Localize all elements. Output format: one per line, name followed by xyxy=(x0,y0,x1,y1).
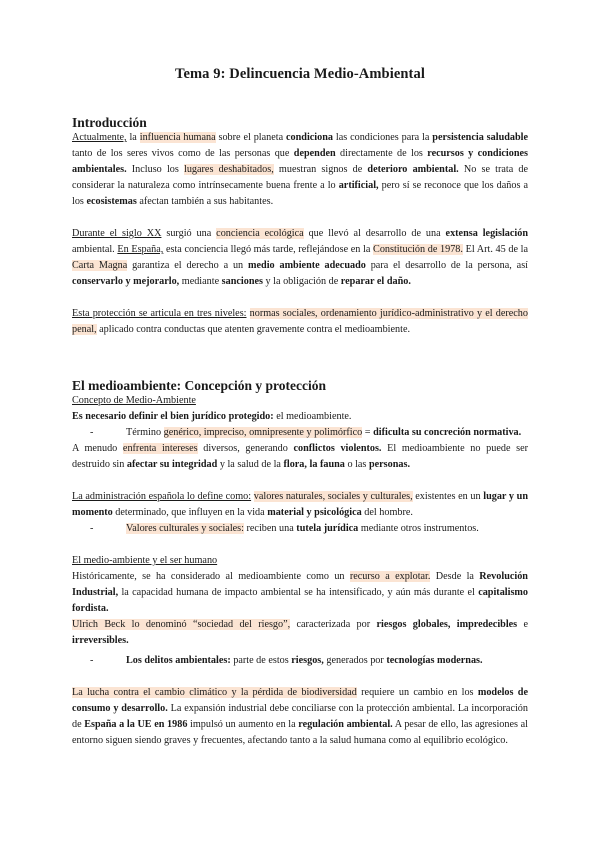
text-run: mediante otros instrumentos. xyxy=(358,523,479,534)
text-run: y la salud de la xyxy=(217,459,284,470)
text-run: La expansión industrial debe conciliarse con la protección ambiental. La incorporación de xyxy=(72,703,528,730)
text-run: deterioro ambiental. xyxy=(367,164,459,175)
text-run: Valores culturales y sociales: xyxy=(126,523,244,534)
text-run: tutela jurídica xyxy=(296,523,359,534)
text-run: surgió una xyxy=(161,228,217,239)
text-run: extensa legislación xyxy=(445,228,528,239)
heading-medioambiente: El medioambiente: Concepción y protección xyxy=(72,378,326,393)
text-run: determinado, que influyen en la vida xyxy=(112,507,268,518)
text-run: la capacidad humana de impacto ambiental se ha intensificado, y aún más durante el xyxy=(118,587,479,598)
text-run: ecosistemas xyxy=(86,196,137,207)
text-run: aplicado contra conductas que atenten gravemente contra el medioambiente. xyxy=(96,324,411,335)
list-dash: - xyxy=(90,523,94,534)
text-run: reparar el daño. xyxy=(340,276,411,287)
text-run: lugares deshabitados, xyxy=(184,164,274,175)
text-run: que llevó al desarrollo de una xyxy=(303,228,446,239)
text-run: medio ambiente adecuado xyxy=(248,260,366,271)
text-run: riesgos, xyxy=(291,655,324,666)
subheading-ser-humano: El medio-ambiente y el ser humano xyxy=(72,555,218,566)
text-run: Es necesario definir el bien jurídico protegido: xyxy=(72,411,274,422)
list-dash: - xyxy=(90,427,94,438)
text-run: la xyxy=(126,132,140,143)
text-run: personas. xyxy=(368,459,410,470)
text-run: El Art. 45 de la xyxy=(462,244,528,255)
text-run: impulsó un aumento en la xyxy=(187,719,299,730)
text-run: = xyxy=(362,427,374,438)
text-run: o las xyxy=(344,459,369,470)
text-run: persistencia saludable xyxy=(432,132,529,143)
text-run: sobre el planeta xyxy=(215,132,286,143)
intro-paragraph-1 xyxy=(72,130,528,210)
text-run: existentes en un xyxy=(412,491,484,502)
text-run: Término xyxy=(126,427,164,438)
text-run: enfrenta intereses xyxy=(122,443,198,454)
text-run: e xyxy=(517,619,529,630)
text-run: normas sociales, ordenamiento jurídico-administrativo y el derecho penal, xyxy=(72,308,528,335)
text-run: condiciona xyxy=(286,132,333,143)
section-ser-humano xyxy=(72,553,528,749)
text-run: el medioambiente. xyxy=(273,411,352,422)
ser-humano-paragraph-2 xyxy=(72,617,528,649)
text-run: Incluso los xyxy=(126,164,184,175)
text-run: flora, la fauna xyxy=(283,459,345,470)
text-run: La lucha contra el cambio climático y la pérdida de biodiversidad xyxy=(72,687,357,698)
text-run: muestran signos de xyxy=(273,164,368,175)
text-run: reciben una xyxy=(243,523,297,534)
text-run: material y psicológica xyxy=(267,507,362,518)
text-run: requiere un cambio en los xyxy=(356,687,478,698)
text-run: recursos y condiciones ambientales. xyxy=(72,148,529,175)
text-run: conciencia ecológica xyxy=(216,228,304,239)
text-run: conservarlo y mejorarlo, xyxy=(72,276,180,287)
text-run: tecnologías modernas. xyxy=(386,655,483,666)
heading-introduccion: Introducción xyxy=(72,115,147,130)
text-run: Constitución de 1978. xyxy=(373,244,463,255)
text-run: para el desarrollo de la persona, así xyxy=(365,260,528,271)
ser-humano-paragraph-3 xyxy=(72,685,528,749)
text-run: capitalismo fordista. xyxy=(72,587,528,614)
text-run: modelos de consumo y desarrollo. xyxy=(72,687,528,714)
text-run: tanto de los seres vivos como de las personas que xyxy=(72,148,294,159)
text-run: irreversibles. xyxy=(72,635,129,646)
text-run: sanciones xyxy=(221,276,263,287)
text-run: regulación ambiental. xyxy=(298,719,393,730)
list-dash: - xyxy=(90,655,94,666)
text-run: A pesar de ello, las agresiones al entorno siguen siendo graves y frecuentes, afectando tanto a la salud humana como al equilibrio ecológico. xyxy=(72,719,528,746)
text-run: directamente de los xyxy=(335,148,428,159)
text-run: Actualmente, xyxy=(72,132,127,143)
text-run: pero sí se reconoce que los daños a los xyxy=(72,180,528,207)
text-run: afectan también a sus habitantes. xyxy=(136,196,274,207)
section-medioambiente xyxy=(72,393,528,537)
intro-paragraph-3 xyxy=(72,306,528,338)
text-run: dependen xyxy=(293,148,336,159)
text-run: El medioambiente no puede ser destruido sin xyxy=(72,443,528,470)
intro-section xyxy=(72,130,528,338)
text-run: recurso a explotar. xyxy=(349,571,431,582)
text-run: Esta protección se articula en tres niveles: xyxy=(72,308,247,319)
list-item-delitos xyxy=(72,653,528,669)
text-run: del hombre. xyxy=(361,507,413,518)
text-run: Revolución Industrial, xyxy=(72,571,528,598)
concepto-paragraph-1 xyxy=(72,409,528,425)
text-run: caracterizada por xyxy=(290,619,377,630)
text-run: dificulta su concreción normativa. xyxy=(373,427,522,438)
text-run: y la obligación de xyxy=(262,276,341,287)
text-run: artificial, xyxy=(338,180,379,191)
text-run: esta conciencia llegó más tarde, reflejándose en la xyxy=(163,244,374,255)
text-run: las condiciones para la xyxy=(332,132,433,143)
text-run: Desde la xyxy=(430,571,480,582)
text-run: conflictos violentos. xyxy=(293,443,382,454)
text-run: valores naturales, sociales y culturales, xyxy=(253,491,413,502)
text-run: No se trata de considerar la naturaleza como intrínsecamente buena frente a lo xyxy=(72,164,529,191)
list-item-text xyxy=(126,523,479,534)
concepto-paragraph-2 xyxy=(72,441,528,473)
text-run: Históricamente, se ha considerado al medioambiente como un xyxy=(72,571,350,582)
text-run: generados por xyxy=(323,655,387,666)
text-run: parte de estos xyxy=(230,655,292,666)
text-run: España a la UE en 1986 xyxy=(84,719,188,730)
text-run: influencia humana xyxy=(139,132,216,143)
text-run: En España, xyxy=(117,244,164,255)
text-run: Ulrich Beck lo denominó “sociedad del riesgo”, xyxy=(72,619,291,630)
list-item-termino xyxy=(72,425,528,441)
text-run: mediante xyxy=(179,276,222,287)
list-item-text xyxy=(126,427,521,438)
text-run: garantiza el derecho a un xyxy=(127,260,249,271)
text-run: afectar su integridad xyxy=(126,459,218,470)
list-item-valores xyxy=(72,521,528,537)
subheading-concepto: Concepto de Medio-Ambiente xyxy=(72,395,196,406)
document-title: Tema 9: Delincuencia Medio-Ambiental xyxy=(175,66,425,82)
ser-humano-paragraph-1 xyxy=(72,569,528,617)
text-run: lugar y un momento xyxy=(72,491,529,518)
text-run: riesgos globales, impredecibles xyxy=(376,619,518,630)
intro-paragraph-2 xyxy=(72,226,528,290)
text-run: ambiental. xyxy=(72,244,118,255)
text-run: Carta Magna xyxy=(72,260,128,271)
text-run: genérico, impreciso, omnipresente y polimórfico xyxy=(163,427,363,438)
text-run: A menudo xyxy=(72,443,123,454)
list-item-text xyxy=(126,655,483,666)
text-run: diversos, generando xyxy=(197,443,294,454)
text-run: La administración española lo define como: xyxy=(72,491,252,502)
text-run: Durante el siglo XX xyxy=(72,228,162,239)
concepto-paragraph-3 xyxy=(72,489,528,521)
text-run: Los delitos ambientales: xyxy=(126,655,231,666)
